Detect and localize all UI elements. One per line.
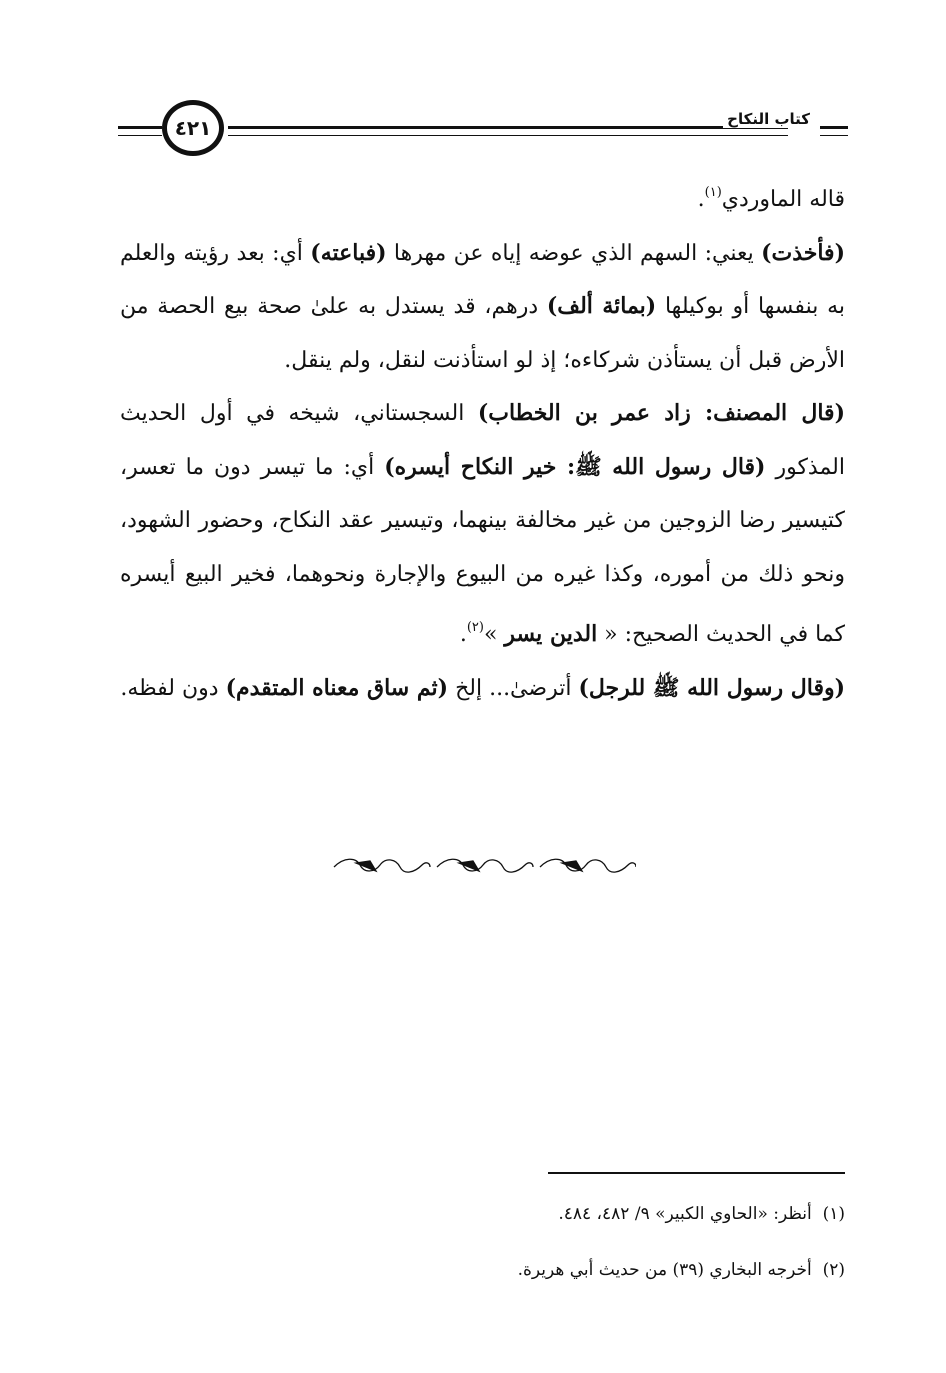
header-rule-middle [228, 126, 788, 136]
chapter-title: كتاب النكاح [723, 110, 814, 128]
text-run: السجستاني، شيخه في أول الحديث المذكور [120, 401, 845, 480]
footnote-2 [300, 1242, 845, 1298]
text-run: أي: ما تيسر دون ما تعسر، كتيسير رضا الزوجين من غير مخالفة بينهما، وتيسير عقد النكاح، وحضور الشهود، ونحو ذلك من أموره، وكذا غيره من البيوع والإجارة ونحوهما، فخير البيع أيسره كما في الحديث الصحيح: [120, 454, 845, 647]
bold-phrase: (قال رسول الله ﷺ: خير النكاح أيسره) [384, 453, 766, 480]
quote-close: » [483, 622, 505, 647]
footnote-1 [300, 1186, 845, 1242]
section-end-ornament [330, 853, 636, 879]
text-run: أي: بعد رؤيته والعلم به بنفسها أو بوكيلها [120, 240, 846, 319]
bold-phrase: الدين يسر [504, 621, 598, 647]
quote-open: « [597, 622, 618, 647]
paragraph-1 [120, 166, 845, 227]
footnote-text: أخرجه البخاري (٣٩) من حديث أبي هريرة. [517, 1260, 812, 1280]
paragraph-2 [120, 227, 845, 388]
paragraph-4 [120, 662, 845, 716]
footnote-text: أنظر: «الحاوي الكبير» ٩/ ٤٨٢، ٤٨٤. [558, 1204, 812, 1224]
text-run: . [459, 622, 467, 647]
header-rule-left [118, 126, 162, 136]
page-header [118, 96, 848, 166]
footnote-ref-2: (٢) [466, 620, 484, 635]
footnote-ref-1: (١) [704, 185, 722, 200]
ornament-unit [334, 859, 430, 872]
footnote-number: (١) [822, 1204, 845, 1224]
main-text [120, 166, 845, 715]
text-run: يعني: السهم الذي عوضه إياه عن مهرها [386, 240, 762, 266]
header-rule-right [820, 126, 848, 136]
footnote-number: (٢) [822, 1260, 845, 1280]
ornament-unit [540, 859, 636, 872]
text-run: أترضىٰ... إلخ [448, 675, 579, 701]
text-run: قاله الماوردي [721, 187, 845, 212]
page-number: ٤٢١ [162, 100, 224, 156]
footnote-separator [548, 1172, 845, 1174]
text-run: دون لفظه. [120, 675, 226, 701]
bold-phrase: (فباعته) [310, 239, 387, 266]
bold-phrase: (وقال رسول الله ﷺ للرجل) [578, 674, 845, 701]
bold-phrase: (قال المصنف: زاد عمر بن الخطاب) [477, 400, 845, 426]
footnotes [300, 1186, 845, 1298]
text-run: . [697, 187, 705, 212]
paragraph-3 [120, 387, 845, 662]
bold-phrase: (فأخذت) [761, 239, 845, 266]
bold-phrase: (ثم ساق معناه المتقدم) [225, 674, 449, 701]
ornament-unit [437, 859, 533, 872]
text-run: درهم، قد يستدل به علىٰ صحة بيع الحصة من الأرض قبل أن يستأذن شركاءه؛ إذ لو استأذنت لنقل، ولم ينقل. [120, 294, 845, 373]
bold-phrase: (بمائة ألف) [546, 293, 657, 319]
